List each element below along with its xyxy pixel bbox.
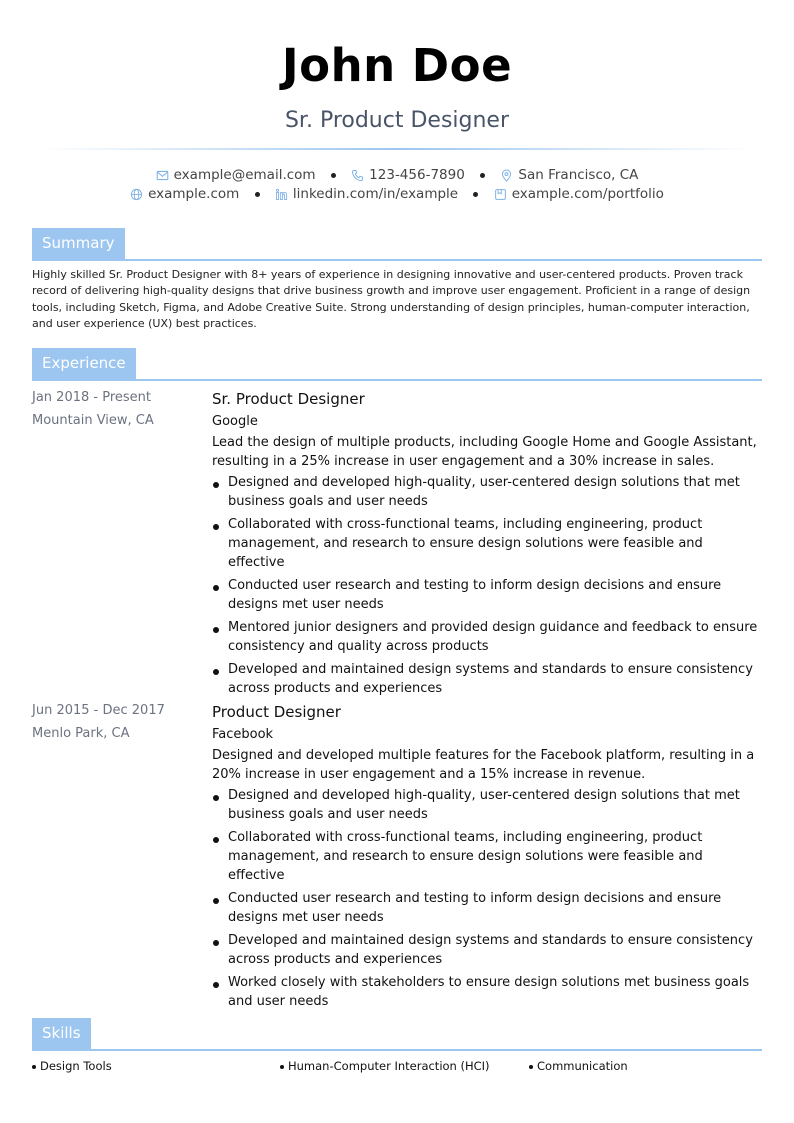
summary-heading: Summary xyxy=(32,228,125,259)
contact-email-text: example@email.com xyxy=(173,167,316,183)
job-company: Facebook xyxy=(212,727,274,742)
experience-section-header xyxy=(32,348,762,381)
job-meta xyxy=(32,389,202,430)
candidate-title: Sr. Product Designer xyxy=(284,108,510,133)
contact-phone-text: 123-456-7890 xyxy=(369,167,465,183)
contact-phone[interactable] xyxy=(351,166,465,184)
job-location: Menlo Park, CA xyxy=(32,726,130,741)
job-location: Mountain View, CA xyxy=(32,413,154,428)
location-pin-icon xyxy=(500,169,513,182)
phone-icon xyxy=(351,169,364,182)
mail-icon xyxy=(156,169,169,182)
job-bullets xyxy=(212,473,762,698)
contact-location xyxy=(500,166,638,184)
job-dates: Jun 2015 - Dec 2017 xyxy=(32,703,165,718)
list-item: Developed and maintained design systems and standards to ensure consistency across products and experiences xyxy=(212,931,762,969)
list-item: Conducted user research and testing to inform design decisions and ensure designs met user needs xyxy=(212,576,762,614)
contact-separator xyxy=(473,192,478,197)
job-description: Designed and developed multiple features for the Facebook platform, resulting in a 20% increase in user engagement and a 15% increase in revenue. xyxy=(212,748,755,782)
summary-section-header xyxy=(32,228,762,261)
job-title: Product Designer xyxy=(212,703,341,721)
contact-linkedin-text: linkedin.com/in/example xyxy=(292,186,459,202)
globe-icon xyxy=(130,188,143,201)
skill-item xyxy=(529,1058,628,1074)
list-item: Mentored junior designers and provided design guidance and feedback to ensure consistency and quality across products xyxy=(212,618,762,656)
skill-label: Design Tools xyxy=(40,1059,112,1073)
contact-linkedin[interactable] xyxy=(275,185,458,203)
job-company: Google xyxy=(212,414,258,429)
contact-email[interactable] xyxy=(156,166,316,184)
list-item: Designed and developed high-quality, user-centered design solutions that met business goals and user needs xyxy=(212,473,762,511)
list-item: Designed and developed high-quality, user-centered design solutions that met business goals and user needs xyxy=(212,786,762,824)
contact-separator xyxy=(480,173,485,178)
experience-heading: Experience xyxy=(32,348,136,379)
summary-text: Highly skilled Sr. Product Designer with 8+ years of experience in designing innovative and user-centered products. Proven track record of delivering high-quality designs that drive business growth and improve user engagement. Proficient in a range of design tools, including Sketch, Figma, and Adobe Creative Suite. Strong understanding of design principles, human-computer interaction, and user experience (UX) best practices. xyxy=(32,268,751,330)
job-description: Lead the design of multiple products, including Google Home and Google Assistant, resulting in a 25% increase in user engagement and a 30% increase in sales. xyxy=(212,435,757,469)
contact-location-text: San Francisco, CA xyxy=(518,167,639,183)
list-item: Collaborated with cross-functional teams, including engineering, product management, and research to ensure design solutions were feasible and effective xyxy=(212,828,762,885)
skills-heading: Skills xyxy=(32,1018,91,1049)
job-details xyxy=(212,702,762,1015)
list-item: Collaborated with cross-functional teams, including engineering, product management, and research to ensure design solutions were feasible and effective xyxy=(212,515,762,572)
contact-website[interactable] xyxy=(130,185,239,203)
header-divider xyxy=(40,148,754,150)
job-details xyxy=(212,389,762,702)
job-dates: Jan 2018 - Present xyxy=(32,390,151,405)
skill-item xyxy=(32,1058,112,1074)
job-meta xyxy=(32,702,202,743)
job-bullets xyxy=(212,786,762,1011)
skills-section-header xyxy=(32,1018,762,1051)
list-item: Worked closely with stakeholders to ensure design solutions met business goals and user needs xyxy=(212,973,762,1011)
job-title: Sr. Product Designer xyxy=(212,390,365,408)
skill-label: Human-Computer Interaction (HCI) xyxy=(288,1059,490,1073)
contact-row-2 xyxy=(0,185,794,203)
portfolio-icon xyxy=(494,188,507,201)
contact-separator xyxy=(255,192,260,197)
skill-label: Communication xyxy=(537,1059,628,1073)
contact-row-1 xyxy=(0,166,794,184)
contact-portfolio-text: example.com/portfolio xyxy=(511,186,664,202)
candidate-name: John Doe xyxy=(281,39,513,92)
linkedin-icon xyxy=(275,188,288,201)
list-item: Developed and maintained design systems and standards to ensure consistency across products and experiences xyxy=(212,660,762,698)
contact-separator xyxy=(331,173,336,178)
list-item: Conducted user research and testing to inform design decisions and ensure designs met user needs xyxy=(212,889,762,927)
contact-portfolio[interactable] xyxy=(494,185,664,203)
skill-item xyxy=(280,1058,490,1074)
contact-website-text: example.com xyxy=(148,186,240,202)
